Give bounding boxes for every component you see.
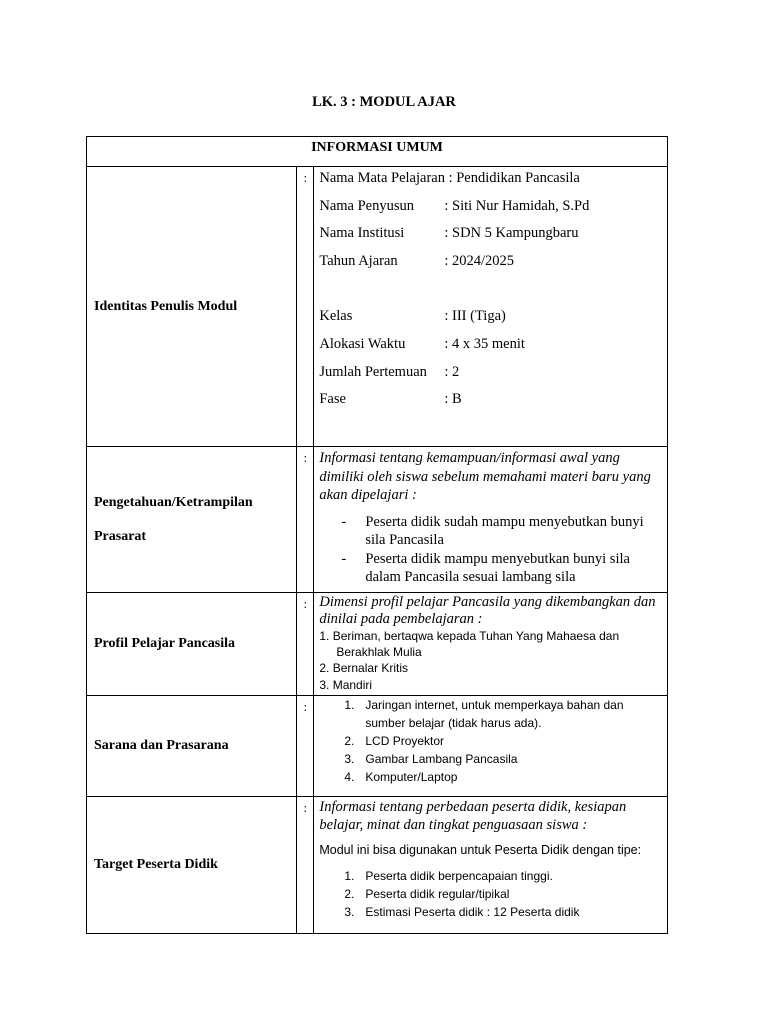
- list-item: - Peserta didik sudah mampu menyebutkan bunyi sila Pancasila: [341, 513, 644, 548]
- field-row: [319, 224, 663, 252]
- colon: :: [297, 593, 314, 696]
- field-key: Alokasi Waktu: [319, 335, 406, 352]
- target-note: Modul ini bisa digunakan untuk Peserta Didik dengan tipe:: [319, 842, 642, 857]
- field-key: Kelas: [319, 308, 353, 325]
- prasarat-list: [319, 513, 663, 586]
- list-item: 3. Mandiri: [319, 677, 373, 692]
- label-profil: Profil Pelajar Pancasila: [87, 593, 297, 696]
- list-number: 1.: [344, 869, 355, 884]
- list-item-text: Peserta didik sudah mampu menyebutkan bunyi sila Pancasila: [365, 513, 644, 548]
- field-value: : Pendidikan Pancasila: [448, 170, 580, 186]
- field-row: [319, 390, 663, 418]
- profil-intro: Dimensi profil pelajar Pancasila yang dikembangkan dan dinilai pada pembelajaran :: [319, 594, 656, 627]
- modul-table: [86, 136, 668, 934]
- list-number: 2.: [344, 887, 355, 902]
- field-key: Fase: [319, 391, 346, 408]
- sarana-content: [314, 695, 668, 796]
- field-key: Nama Mata Pelajaran: [319, 170, 445, 186]
- list-item: [319, 732, 663, 750]
- list-item: - Peserta didik mampu menyebutkan bunyi sila dalam Pancasila sesuai lambang sila: [341, 550, 630, 585]
- field-key: Tahun Ajaran: [319, 252, 398, 269]
- field-value: : 2: [444, 363, 460, 380]
- field-value: : III (Tiga): [444, 308, 506, 325]
- list-number: 4.: [344, 769, 355, 784]
- list-number: 3.: [344, 751, 355, 766]
- label-line: Pengetahuan/Ketrampilan: [94, 494, 253, 510]
- list-item-text: Komputer/Laptop: [365, 769, 458, 784]
- label-line: Prasarat: [94, 528, 147, 544]
- list-item: [319, 867, 663, 885]
- table-header: INFORMASI UMUM: [87, 137, 668, 167]
- list-item-text: Gambar Lambang Pancasila: [365, 751, 518, 766]
- colon: :: [297, 447, 314, 593]
- list-item: 1. Beriman, bertaqwa kepada Tuhan Yang Mahaesa dan: [319, 629, 620, 643]
- field-key: Jumlah Pertemuan: [319, 363, 427, 380]
- field-key: Nama Institusi: [319, 225, 405, 242]
- profil-content: [314, 593, 668, 696]
- field-row: [319, 307, 663, 335]
- list-item-text: LCD Proyektor: [365, 733, 445, 748]
- list-item-text: Estimasi Peserta didik : 12 Peserta didik: [365, 905, 580, 920]
- prasarat-intro: Informasi tentang kemampuan/informasi awal yang dimiliki oleh siswa sebelum memahami materi baru yang akan dipelajari :: [319, 450, 651, 503]
- field-value: : 2024/2025: [444, 252, 515, 269]
- list-item-text: Peserta didik berpencapaian tinggi.: [365, 869, 553, 884]
- field-value: : B: [444, 391, 462, 408]
- colon: :: [297, 695, 314, 796]
- label-identitas: Identitas Penulis Modul: [87, 167, 297, 447]
- target-intro: Informasi tentang perbedaan peserta didik, kesiapan belajar, minat dan tingkat penguasaan siswa :: [319, 798, 627, 834]
- sarana-list: [319, 696, 663, 786]
- field-row: [319, 252, 663, 280]
- list-number: 2.: [344, 733, 355, 748]
- list-item-text: Jaringan internet, untuk memperkaya bahan dan sumber belajar (tidak harus ada).: [365, 697, 624, 730]
- field-row: [319, 197, 663, 225]
- field-row: [319, 363, 663, 391]
- profil-list: [319, 628, 663, 693]
- colon: :: [297, 167, 314, 447]
- field-key: Nama Penyusun: [319, 197, 414, 214]
- label-sarana: Sarana dan Prasarana: [87, 695, 297, 796]
- list-item: 2. Bernalar Kritis: [319, 661, 409, 676]
- target-list: [319, 867, 663, 921]
- list-number: 3.: [344, 905, 355, 920]
- list-item: [319, 903, 663, 921]
- identitas-content: [314, 167, 668, 447]
- colon: :: [297, 796, 314, 933]
- list-item: [319, 750, 663, 768]
- document-title: LK. 3 : MODUL AJAR: [312, 94, 456, 110]
- list-item-text: Peserta didik mampu menyebutkan bunyi sila dalam Pancasila sesuai lambang sila: [365, 550, 630, 585]
- list-number: 1.: [344, 697, 355, 712]
- target-content: [314, 796, 668, 933]
- list-item: [319, 885, 663, 903]
- list-item: [319, 768, 663, 786]
- label-prasarat: [87, 447, 297, 593]
- field-value: : 4 x 35 menit: [444, 335, 525, 352]
- field-row: [319, 335, 663, 363]
- field-row: [319, 169, 663, 197]
- field-value: : Siti Nur Hamidah, S.Pd: [444, 197, 590, 214]
- list-item: [319, 696, 663, 732]
- list-item-cont: Berakhlak Mulia: [336, 645, 422, 660]
- prasarat-content: [314, 447, 668, 593]
- field-value: : SDN 5 Kampungbaru: [444, 225, 579, 242]
- label-target: Target Peserta Didik: [87, 796, 297, 933]
- list-item-text: Peserta didik regular/tipikal: [365, 887, 510, 902]
